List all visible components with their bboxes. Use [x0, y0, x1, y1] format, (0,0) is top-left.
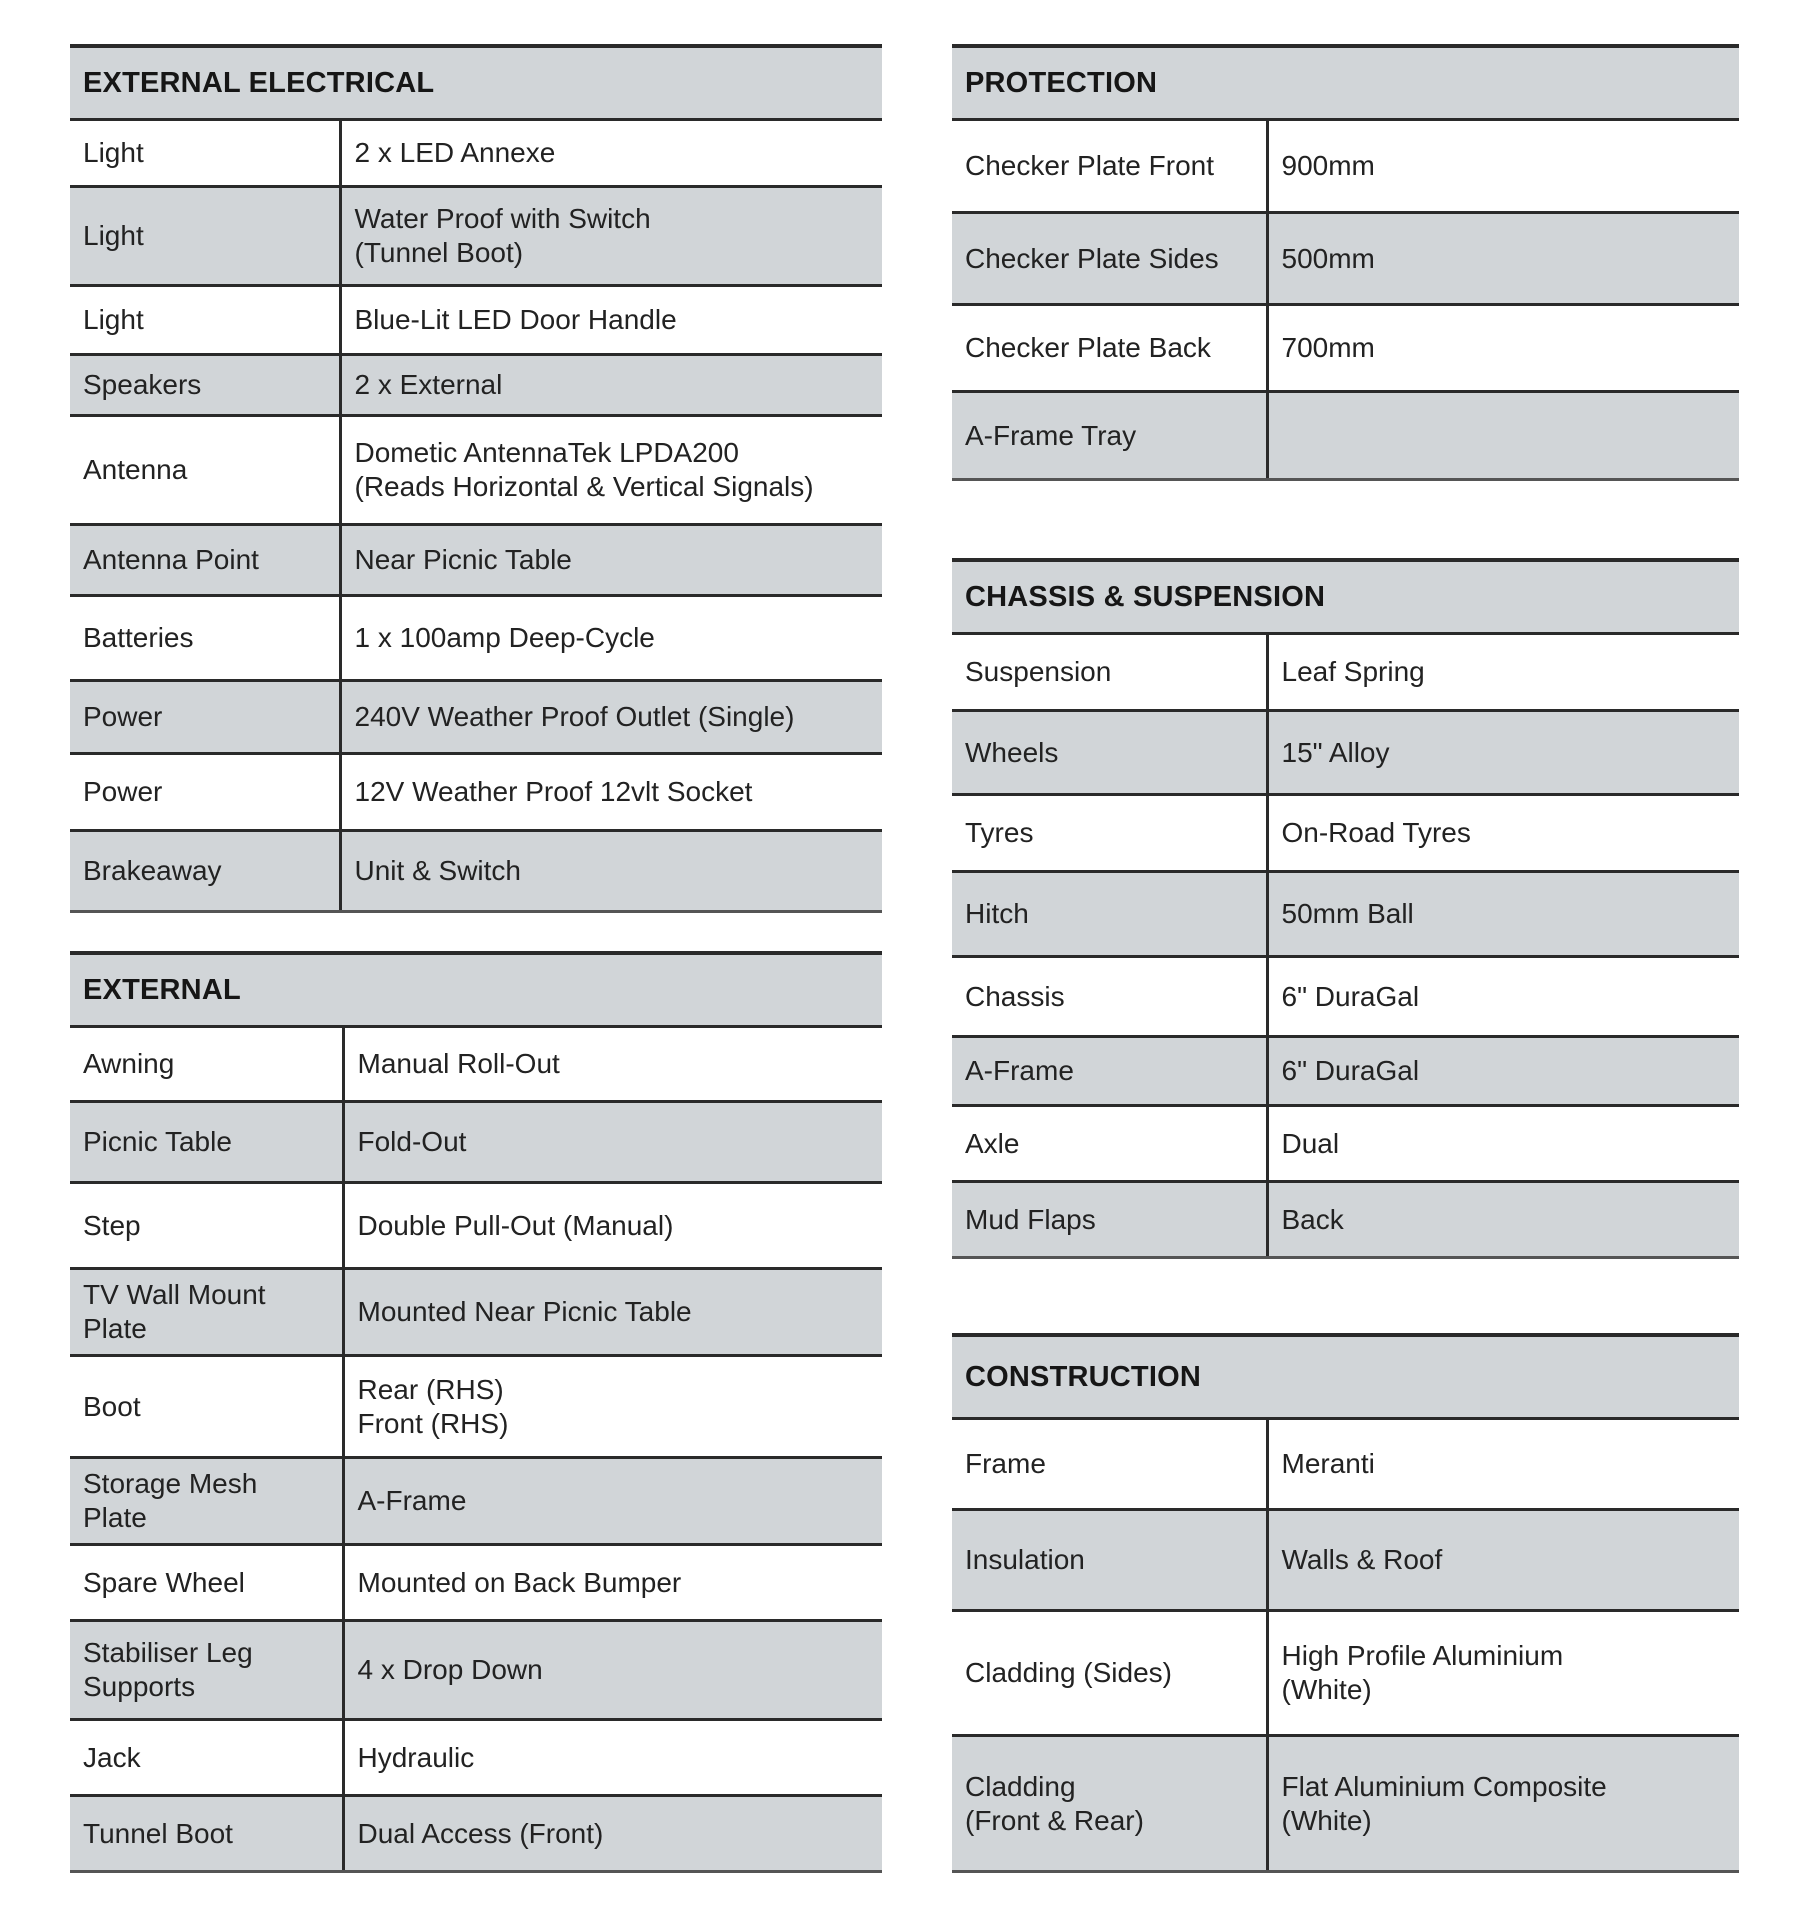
spec-value: 2 x LED Annexe — [340, 120, 882, 187]
spec-label: Suspension — [952, 634, 1267, 711]
table-row — [952, 213, 1739, 305]
spec-label: Storage Mesh Plate — [70, 1458, 343, 1545]
table-row — [70, 1545, 882, 1621]
spec-value: Fold-Out — [343, 1102, 882, 1183]
table-row — [952, 711, 1739, 795]
spec-value: 6" DuraGal — [1267, 957, 1739, 1037]
chassis-suspension-table — [952, 558, 1739, 1259]
table-row — [952, 795, 1739, 872]
spec-label: Batteries — [70, 596, 340, 681]
external-heading: EXTERNAL — [70, 953, 882, 1027]
spec-value: 6" DuraGal — [1267, 1037, 1739, 1106]
spec-value: 4 x Drop Down — [343, 1621, 882, 1720]
spec-value: A-Frame — [343, 1458, 882, 1545]
spec-label: Axle — [952, 1106, 1267, 1182]
table-row — [70, 1621, 882, 1720]
table-row — [952, 120, 1739, 213]
spec-value: Dometic AntennaTek LPDA200 (Reads Horizontal & Vertical Signals) — [340, 416, 882, 525]
spec-label: Chassis — [952, 957, 1267, 1037]
table-row — [70, 120, 882, 187]
table-row — [70, 187, 882, 286]
spec-value: Mounted on Back Bumper — [343, 1545, 882, 1621]
spec-value: 15" Alloy — [1267, 711, 1739, 795]
table-row — [952, 872, 1739, 957]
spec-label: Power — [70, 681, 340, 754]
spec-value: Blue-Lit LED Door Handle — [340, 286, 882, 355]
table-row — [70, 1458, 882, 1545]
spec-label: Tunnel Boot — [70, 1796, 343, 1872]
spec-value: 240V Weather Proof Outlet (Single) — [340, 681, 882, 754]
spec-value: 500mm — [1267, 213, 1739, 305]
spec-label: Brakeaway — [70, 831, 340, 912]
spec-label: Spare Wheel — [70, 1545, 343, 1621]
external-electrical-table — [70, 44, 882, 913]
spec-value: Back — [1267, 1182, 1739, 1258]
spec-value: Leaf Spring — [1267, 634, 1739, 711]
spec-value: Double Pull-Out (Manual) — [343, 1183, 882, 1269]
table-row — [70, 1269, 882, 1356]
spec-value: 900mm — [1267, 120, 1739, 213]
spec-value: Manual Roll-Out — [343, 1027, 882, 1102]
spec-label: Jack — [70, 1720, 343, 1796]
spec-value: 1 x 100amp Deep-Cycle — [340, 596, 882, 681]
spec-value: Hydraulic — [343, 1720, 882, 1796]
spec-value: 12V Weather Proof 12vlt Socket — [340, 754, 882, 831]
protection-table — [952, 44, 1739, 481]
spec-value: Walls & Roof — [1267, 1510, 1739, 1611]
spec-value: Unit & Switch — [340, 831, 882, 912]
spec-value — [1267, 392, 1739, 480]
chassis-suspension-heading: CHASSIS & SUSPENSION — [952, 560, 1739, 634]
spec-value: Flat Aluminium Composite (White) — [1267, 1736, 1739, 1872]
spec-value: Water Proof with Switch (Tunnel Boot) — [340, 187, 882, 286]
spec-label: Boot — [70, 1356, 343, 1458]
table-row — [70, 1796, 882, 1872]
spec-label: A-Frame Tray — [952, 392, 1267, 480]
spec-label: Antenna — [70, 416, 340, 525]
spec-label: Stabiliser Leg Supports — [70, 1621, 343, 1720]
spec-label: Mud Flaps — [952, 1182, 1267, 1258]
spec-value: Rear (RHS) Front (RHS) — [343, 1356, 882, 1458]
table-row — [952, 1037, 1739, 1106]
table-row — [952, 1182, 1739, 1258]
spec-value: 50mm Ball — [1267, 872, 1739, 957]
spec-label: TV Wall Mount Plate — [70, 1269, 343, 1356]
spec-label: Checker Plate Front — [952, 120, 1267, 213]
table-row — [70, 416, 882, 525]
table-row — [70, 1183, 882, 1269]
table-row — [952, 634, 1739, 711]
spec-label: Frame — [952, 1419, 1267, 1510]
table-row — [952, 1419, 1739, 1510]
spec-value: Dual Access (Front) — [343, 1796, 882, 1872]
spec-value: Mounted Near Picnic Table — [343, 1269, 882, 1356]
spec-label: Picnic Table — [70, 1102, 343, 1183]
spec-label: A-Frame — [952, 1037, 1267, 1106]
table-row — [952, 392, 1739, 480]
spec-label: Tyres — [952, 795, 1267, 872]
spec-value: Near Picnic Table — [340, 525, 882, 596]
spec-label: Speakers — [70, 355, 340, 416]
table-row — [70, 1102, 882, 1183]
protection-heading: PROTECTION — [952, 46, 1739, 120]
spec-label: Insulation — [952, 1510, 1267, 1611]
construction-heading: CONSTRUCTION — [952, 1335, 1739, 1419]
spec-value: High Profile Aluminium (White) — [1267, 1611, 1739, 1736]
table-row — [952, 305, 1739, 392]
spec-label: Light — [70, 286, 340, 355]
table-row — [70, 355, 882, 416]
spec-label: Cladding (Sides) — [952, 1611, 1267, 1736]
table-row — [70, 286, 882, 355]
spec-label: Checker Plate Sides — [952, 213, 1267, 305]
spec-label: Awning — [70, 1027, 343, 1102]
table-row — [952, 1736, 1739, 1872]
construction-table — [952, 1333, 1739, 1873]
spec-label: Light — [70, 120, 340, 187]
table-row — [952, 1611, 1739, 1736]
spec-label: Cladding (Front & Rear) — [952, 1736, 1267, 1872]
table-row — [70, 1027, 882, 1102]
table-row — [70, 1356, 882, 1458]
spec-label: Light — [70, 187, 340, 286]
table-row — [952, 1510, 1739, 1611]
table-row — [70, 831, 882, 912]
table-row — [952, 1106, 1739, 1182]
external-electrical-heading: EXTERNAL ELECTRICAL — [70, 46, 882, 120]
spec-value: 700mm — [1267, 305, 1739, 392]
spec-value: Meranti — [1267, 1419, 1739, 1510]
table-row — [70, 525, 882, 596]
external-table — [70, 951, 882, 1873]
spec-label: Power — [70, 754, 340, 831]
spec-label: Checker Plate Back — [952, 305, 1267, 392]
spec-label: Step — [70, 1183, 343, 1269]
table-row — [70, 681, 882, 754]
spec-value: On-Road Tyres — [1267, 795, 1739, 872]
spec-label: Antenna Point — [70, 525, 340, 596]
spec-label: Wheels — [952, 711, 1267, 795]
table-row — [952, 957, 1739, 1037]
table-row — [70, 1720, 882, 1796]
spec-value: 2 x External — [340, 355, 882, 416]
spec-label: Hitch — [952, 872, 1267, 957]
table-row — [70, 596, 882, 681]
spec-value: Dual — [1267, 1106, 1739, 1182]
table-row — [70, 754, 882, 831]
